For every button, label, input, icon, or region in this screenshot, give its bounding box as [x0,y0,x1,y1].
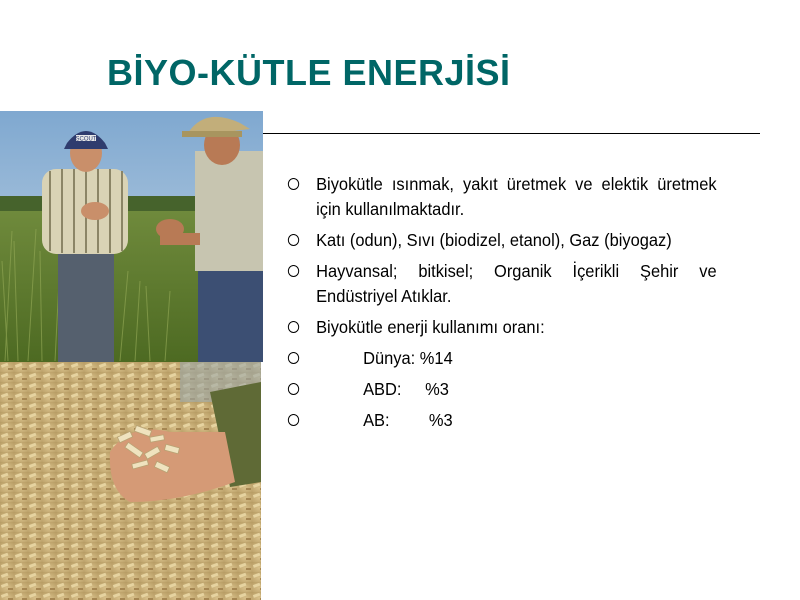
usage-label: Dünya: [363,348,416,368]
usage-label: AB: [363,410,390,430]
usage-row-ab [286,408,717,433]
slide-title: BİYO-KÜTLE ENERJİSİ [107,52,511,93]
bullet-item [286,228,717,253]
hollow-circle-bullet-icon [288,383,299,395]
hollow-circle-bullet-icon [288,321,299,333]
usage-row-abd [286,377,717,402]
bullet-text: Katı (odun), Sıvı (biodizel, etanol), Gaz (biyogaz) [316,230,672,250]
title-rule [263,133,760,134]
usage-row-world [286,346,717,371]
hollow-circle-bullet-icon [288,178,299,190]
hollow-circle-bullet-icon [288,414,299,426]
hollow-circle-bullet-icon [288,234,299,246]
bullet-text: Biyokütle ısınmak, yakıt üretmek ve elektik üretmek için kullanılmaktadır. [316,174,717,219]
bullet-item [286,172,717,222]
farmers-in-field-photo-icon [0,111,263,362]
woodchips-photo [0,362,261,600]
bullet-item [286,259,717,309]
bullet-item [286,315,717,340]
hollow-circle-bullet-icon [288,265,299,277]
usage-label: ABD: [363,379,402,399]
usage-value: %14 [419,348,453,368]
farmers-photo [0,111,263,362]
usage-value: %3 [425,379,449,399]
wood-chips-in-hand-photo-icon [0,362,261,600]
bullet-list [286,172,717,439]
bullet-text: Biyokütle enerji kullanımı oranı: [316,317,545,337]
hollow-circle-bullet-icon [288,352,299,364]
cap-text: SCOUT [75,136,97,143]
usage-value: %3 [428,410,453,430]
bullet-text: Hayvansal; bitkisel; Organik İçerikli Şehir ve Endüstriyel Atıklar. [316,261,717,306]
